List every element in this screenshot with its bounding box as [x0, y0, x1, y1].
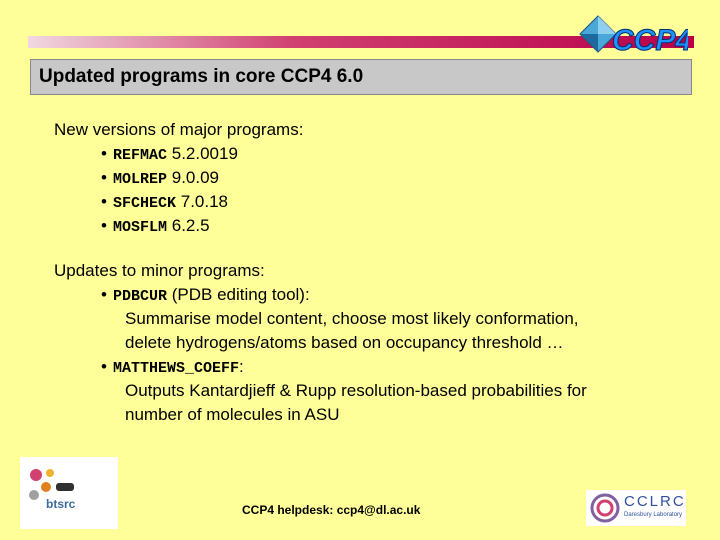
minor-item: • MATTHEWS_COEFF:: [101, 357, 244, 377]
program-name: SFCHECK: [113, 195, 177, 212]
program-suffix: :: [239, 357, 244, 376]
program-name: MATTHEWS_COEFF: [113, 360, 240, 377]
minor-item: • PDBCUR (PDB editing tool):: [101, 285, 310, 305]
description-line: number of molecules in ASU: [125, 405, 340, 424]
program-name: MOLREP: [113, 171, 168, 188]
major-heading: New versions of major programs:: [54, 120, 304, 139]
description-line: Outputs Kantardjieff & Rupp resolution-based probabilities for: [125, 381, 587, 400]
title-bar: [30, 59, 692, 95]
program-name: REFMAC: [113, 147, 168, 164]
helpdesk-footer: CCP4 helpdesk: ccp4@dl.ac.uk: [242, 503, 421, 517]
btsrc-logo: [20, 457, 118, 529]
slide-content: [54, 118, 694, 427]
program-name: MOSFLM: [113, 219, 168, 236]
program-name: PDBCUR: [113, 288, 168, 305]
cclrc-logo-text: CCLRC: [624, 493, 686, 510]
minor-heading: Updates to minor programs:: [54, 261, 265, 280]
program-suffix: (PDB editing tool):: [167, 285, 310, 304]
cclrc-subtitle: Daresbury Laboratory: [624, 512, 683, 518]
major-item: • REFMAC 5.2.0019: [101, 144, 238, 164]
ccp4-logo-text: CCP4: [612, 24, 688, 57]
program-version: 7.0.18: [180, 192, 229, 211]
major-item: • SFCHECK 7.0.18: [101, 192, 229, 212]
program-version: 5.2.0019: [171, 144, 238, 163]
description-line: Summarise model content, choose most likely conformation,: [125, 309, 579, 328]
program-version: 9.0.09: [171, 168, 220, 187]
btsrc-logo-text: btsrc: [46, 497, 76, 511]
cclrc-logo: [586, 490, 686, 526]
description-line: delete hydrogens/atoms based on occupancy threshold …: [125, 333, 564, 352]
program-version: 6.2.5: [171, 216, 210, 235]
slide-title: Updated programs in core CCP4 6.0: [39, 66, 364, 87]
major-item: • MOLREP 9.0.09: [101, 168, 220, 188]
major-item: • MOSFLM 6.2.5: [101, 216, 210, 236]
